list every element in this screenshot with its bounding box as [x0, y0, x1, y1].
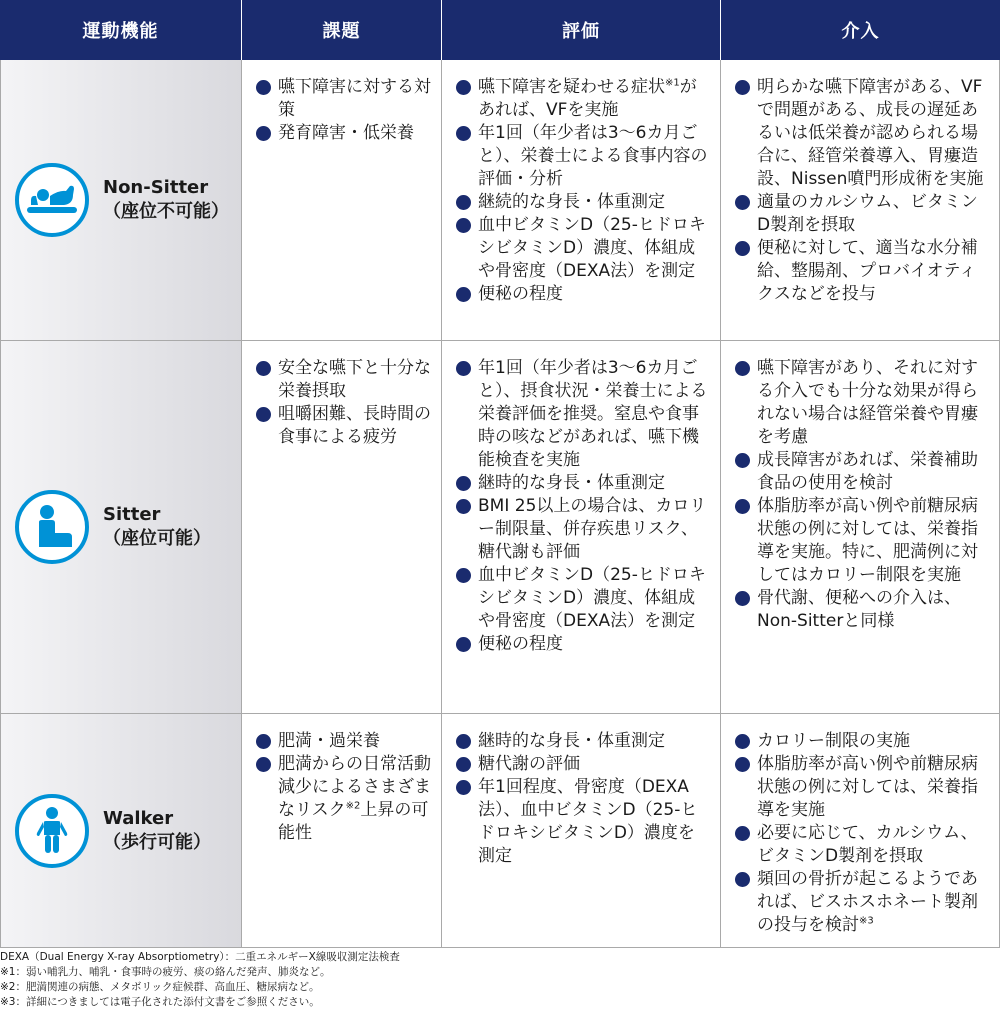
footnote-mark: ※2 — [345, 800, 361, 812]
list-item: 年1回（年少者は3〜6カ月ごと）、栄養士による食事内容の評価・分析 — [456, 122, 710, 191]
motor-label-ja: （座位可能） — [103, 528, 211, 549]
issues-cell-non-sitter — [242, 60, 442, 341]
table-row-walker — [0, 714, 1000, 948]
sitting-child-icon — [15, 490, 89, 564]
intervention-cell-sitter — [721, 341, 1000, 714]
evaluation-cell-sitter — [442, 341, 721, 714]
list-item: 年1回（年少者は3〜6カ月ごと）、摂食状況・栄養士による栄養評価を推奨。窒息や食事時の咳などがあれば、嚥下機能検査を実施 — [456, 357, 710, 472]
header-motor-function: 運動機能 — [0, 0, 242, 60]
list-item: 年1回程度、骨密度（DEXA法）、血中ビタミンD（25-ヒドロキシビタミンD）濃度を測定 — [456, 776, 710, 868]
table-row-sitter — [0, 341, 1000, 714]
list-item: 便秘の程度 — [456, 633, 710, 656]
footnote-1: ※1：弱い哺乳力、哺乳・食事時の疲労、痰の絡んだ発声、肺炎など。 — [0, 966, 331, 978]
footnote-2: ※2：肥満関連の病態、メタボリック症候群、高血圧、糖尿病など。 — [0, 981, 320, 993]
header-evaluation: 評価 — [442, 0, 721, 60]
list-item: 体脂肪率が高い例や前糖尿病状態の例に対しては、栄養指導を実施。特に、肥満例に対してはカロリー制限を実施 — [735, 495, 989, 587]
header-issues: 課題 — [242, 0, 442, 60]
list-item: 咀嚼困難、長時間の食事による疲労 — [256, 403, 431, 449]
list-item: 肥満・過栄養 — [256, 730, 431, 753]
list-item: 便秘の程度 — [456, 283, 710, 306]
list-item: 必要に応じて、カルシウム、ビタミンD製剤を摂取 — [735, 822, 989, 868]
issues-cell-walker — [242, 714, 442, 948]
list-item: 嚥下障害を疑わせる症状$^{※1}$があれば、VFを実施 — [456, 76, 710, 122]
list-item: 血中ビタミンD（25-ヒドロキシビタミンD）濃度、体組成や骨密度（DEXA法）を測定 — [456, 214, 710, 283]
standing-child-icon — [15, 794, 89, 868]
list-item: 成長障害があれば、栄養補助食品の使用を検討 — [735, 449, 989, 495]
motor-cell-walker — [0, 714, 242, 948]
list-item: BMI 25以上の場合は、カロリー制限量、併存疾患リスク、糖代謝も評価 — [456, 495, 710, 564]
list-item: 安全な嚥下と十分な栄養摂取 — [256, 357, 431, 403]
footnotes — [0, 950, 1000, 1010]
evaluation-cell-non-sitter — [442, 60, 721, 341]
list-item: 糖代謝の評価 — [456, 753, 710, 776]
list-item: 発育障害・低栄養 — [256, 122, 431, 145]
list-item: 頻回の骨折が起こるようであれば、ビスホスホネート製剤の投与を検討$^{※3}$ — [735, 868, 989, 937]
intervention-cell-non-sitter — [721, 60, 1000, 341]
motor-label-en: Walker — [103, 807, 174, 829]
list-item: 体脂肪率が高い例や前糖尿病状態の例に対しては、栄養指導を実施 — [735, 753, 989, 822]
motor-cell-non-sitter — [0, 60, 242, 341]
list-item: 嚥下障害があり、それに対する介入でも十分な効果が得られない場合は経管栄養や胃瘻を考慮 — [735, 357, 989, 449]
motor-cell-sitter — [0, 341, 242, 714]
motor-label-en: Non-Sitter — [103, 177, 209, 198]
footnote-dexa: DEXA（Dual Energy X-ray Absorptiometry）：二重エネルギーX線吸収測定法検査 — [0, 951, 400, 963]
list-item: 適量のカルシウム、ビタミンD製剤を摂取 — [735, 191, 989, 237]
header-intervention: 介入 — [721, 0, 1000, 60]
issues-cell-sitter — [242, 341, 442, 714]
lying-child-icon — [15, 163, 89, 237]
list-item: カロリー制限の実施 — [735, 730, 989, 753]
list-item: 便秘に対して、適当な水分補給、整腸剤、プロバイオティクスなどを投与 — [735, 237, 989, 306]
list-item: 継時的な身長・体重測定 — [456, 472, 710, 495]
motor-label-en: Sitter — [103, 504, 161, 525]
list-item: 骨代謝、便秘への介入は、Non-Sitterと同様 — [735, 587, 989, 633]
evaluation-cell-walker — [442, 714, 721, 948]
footnote-3: ※3：詳細につきましては電子化された添付文書をご参照ください。 — [0, 996, 320, 1008]
list-item: 肥満からの日常活動減少によるさまざまなリスク$^{※2}$上昇の可能性 — [256, 753, 431, 845]
motor-label-ja: （座位不可能） — [103, 201, 229, 222]
footnote-mark: ※1 — [665, 77, 680, 89]
footnote-mark: ※3 — [859, 915, 874, 927]
list-item: 明らかな嚥下障害がある、VFで問題がある、成長の遅延あるいは低栄養が認められる場合に、経管栄養導入、胃瘻造設、Nissen噴門形成術を実施 — [735, 76, 989, 191]
motor-label-ja: （歩行可能） — [103, 831, 211, 853]
table-row-non-sitter — [0, 60, 1000, 341]
list-item: 継時的な身長・体重測定 — [456, 730, 710, 753]
list-item: 血中ビタミンD（25-ヒドロキシビタミンD）濃度、体組成や骨密度（DEXA法）を測定 — [456, 564, 710, 633]
list-item: 継続的な身長・体重測定 — [456, 191, 710, 214]
intervention-cell-walker — [721, 714, 1000, 948]
list-item: 嚥下障害に対する対策 — [256, 76, 431, 122]
